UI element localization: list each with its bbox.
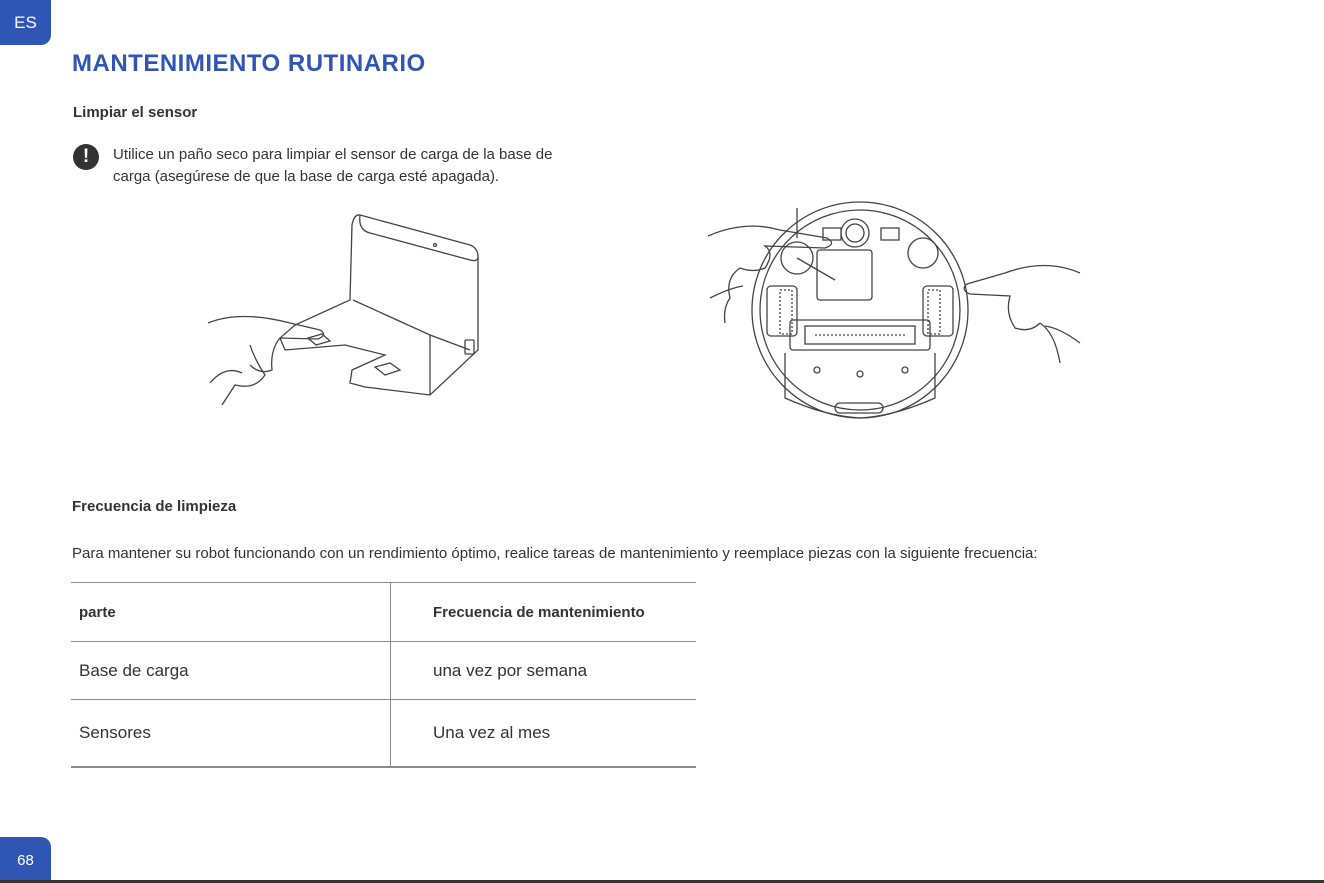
exclamation-icon: ! (73, 144, 99, 170)
frequency-intro: Para mantener su robot funcionando con un rendimiento óptimo, realice tareas de mantenimiento y reemplace piezas con la siguiente frecuencia: (72, 545, 1038, 562)
table-header-row (71, 583, 696, 642)
sensor-heading: Limpiar el sensor (73, 104, 198, 121)
table-cell: una vez por semana (433, 660, 588, 680)
table-cell: Base de carga (71, 642, 391, 700)
page-number: 68 (0, 837, 51, 883)
language-tab: ES (0, 0, 51, 45)
maintenance-table (71, 582, 696, 768)
page-title: MANTENIMIENTO RUTINARIO (72, 50, 426, 77)
table-cell: Una vez al mes (433, 722, 551, 742)
notice-text: Utilice un paño seco para limpiar el sensor de carga de la base de carga (asegúrese de que la base de carga esté apagada). (113, 146, 553, 185)
table-row (71, 642, 696, 700)
table-header-part: parte (71, 583, 391, 642)
charging-base-illustration (200, 205, 490, 410)
table-header-frequency: Frecuencia de mantenimiento (433, 603, 645, 621)
table-row (71, 700, 696, 767)
notice (73, 144, 583, 188)
robot-underside-illustration (705, 198, 1085, 426)
frequency-heading: Frecuencia de limpieza (72, 498, 237, 515)
table-cell: Sensores (71, 700, 391, 767)
